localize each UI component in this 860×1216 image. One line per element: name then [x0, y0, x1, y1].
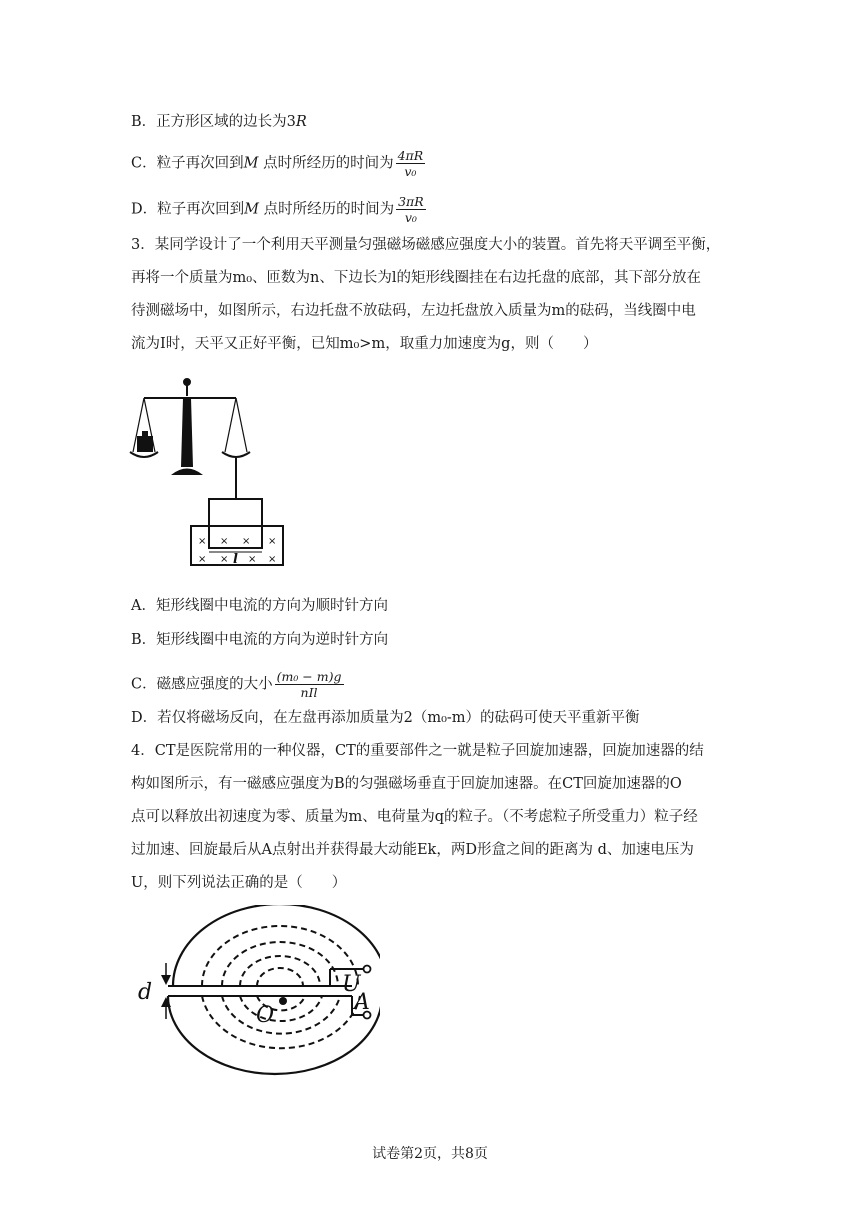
q3-line-1: 3．某同学设计了一个利用天平测量匀强磁场磁感应强度大小的装置。首先将天平调至平衡，	[131, 237, 721, 253]
svg-text:×: ×	[198, 554, 207, 565]
q3-option-d: D．若仅将磁场反向，在左盘再添加质量为2（m₀-m）的砝码可使天平重新平衡	[131, 710, 640, 726]
q4-line-3: 点可以释放出初速度为零、质量为m、电荷量为q的粒子。（不考虑粒子所受重力）粒子经	[131, 809, 698, 825]
q3-option-a: A．矩形线圈中电流的方向为顺时针方向	[131, 598, 388, 614]
svg-text:×: ×	[220, 554, 229, 565]
q3-option-b: B．矩形线圈中电流的方向为逆时针方向	[131, 632, 389, 648]
svg-text:×: ×	[220, 536, 229, 547]
svg-text:×: ×	[268, 554, 277, 565]
svg-text:×: ×	[268, 536, 277, 547]
q4-line-4: 过加速、回旋最后从A点射出并获得最大动能Ek，两D形盒之间的距离为 d、加速电压为	[131, 842, 694, 858]
fraction-3piR-v0: $\frac{3\pi R}{\text{v₀}}$	[398, 194, 424, 225]
exit-label-a: A	[354, 990, 370, 1015]
q4-line-1: 4．CT是医院常用的一种仪器，CT的重要部件之一就是粒子回旋加速器，回旋加速器的结	[131, 743, 704, 759]
svg-text:×: ×	[242, 536, 251, 547]
voltage-label-u: U	[342, 972, 361, 997]
q4-line-2: 构如图所示，有一磁感应强度为B的匀强磁场垂直于回旋加速器。在CT回旋加速器的O	[131, 776, 682, 792]
svg-text:×: ×	[198, 536, 207, 547]
option-b: B．正方形区域的边长为3R	[131, 114, 307, 130]
svg-text:×: ×	[248, 554, 257, 565]
option-c: C．粒子再次回到M 点时所经历的时间为 $\frac{4\pi R}{\text{v₀}}$	[131, 148, 424, 179]
q3-line-2: 再将一个质量为m₀、匝数为n、下边长为l的矩形线圈挂在右边托盘的底部，其下部分放在	[131, 270, 702, 286]
fraction-B: $\frac{\text{(m₀ − m)g}}{\text{nIl}}$	[276, 669, 342, 700]
fraction-4piR-v0: $\frac{4\pi R}{\text{v₀}}$	[397, 148, 424, 179]
q3-line-4: 流为I时，天平又正好平衡，已知m₀>m，取重力加速度为g，则（ ）	[131, 336, 598, 352]
q3-option-c: C．磁感应强度的大小 $\frac{\text{(m₀ − m)g}}{\text{nIl}}$	[131, 669, 342, 700]
page-footer: 试卷第2页，共8页	[372, 1146, 488, 1162]
balance-figure	[128, 372, 298, 577]
gap-label-d: d	[138, 980, 153, 1005]
q3-line-3: 待测磁场中，如图所示，右边托盘不放砝码，左边托盘放入质量为m的砝码，当线圈中电	[131, 303, 696, 319]
center-label-o: O	[256, 1003, 275, 1028]
coil-length-label: l	[233, 552, 238, 567]
q4-line-5: U，则下列说法正确的是（ ）	[131, 875, 347, 891]
cyclotron-figure	[130, 905, 380, 1080]
option-d: D．粒子再次回到M 点时所经历的时间为 $\frac{3\pi R}{\text{v₀}}$	[131, 194, 424, 225]
